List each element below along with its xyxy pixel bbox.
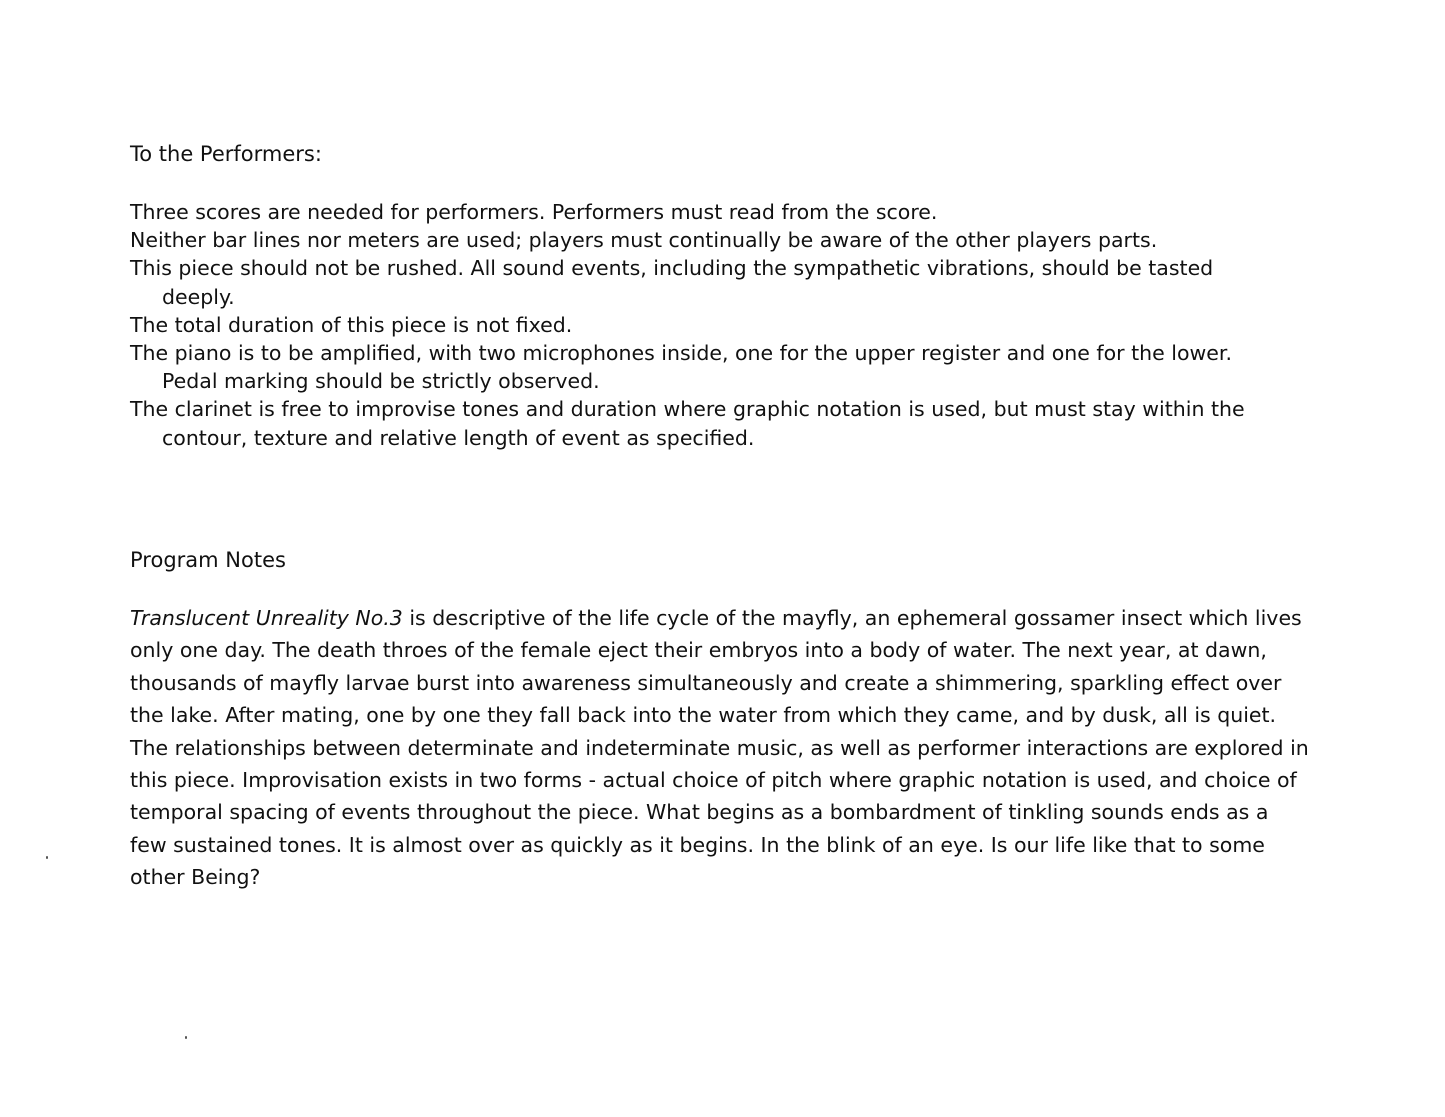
work-title: Translucent Unreality No.3 [130,606,403,630]
program-notes-heading: Program Notes [130,548,286,572]
program-notes-paragraph [130,602,1310,894]
program-notes-body: is descriptive of the life cycle of the mayfly, an ephemeral gossamer insect which lives only one day. The death throes of the female eject their embryos into a body of water. The next year, at dawn, thousands of mayfly larvae burst into awareness simultaneously and create a shimmering, sparkling effect over the lake. After mating, one by one they fall back into the water from which they came, and by dusk, all is quiet. The relationships between determinate and indeterminate music, as well as performer interactions are explored in this piece. Improvisation exists in two forms - actual choice of pitch where graphic notation is used, and choice of temporal spacing of events throughout the piece. What begins as a bombardment of tinkling sounds ends as a few sustained tones. It is almost over as quickly as it begins. In the blink of an eye. Is our life like that to some other Being? [130,606,1309,890]
paper-speck [185,1036,187,1039]
instruction-line: The total duration of this piece is not fixed. [130,312,573,337]
instruction-line: The piano is to be amplified, with two microphones inside, one for the upper register and one for the lower. Pedal marking should be strictly observed. [130,341,1232,394]
instruction-line: Neither bar lines nor meters are used; players must continually be aware of the other players parts. [130,228,1158,253]
paper-speck [46,856,48,859]
performers-heading: To the Performers: [130,142,322,166]
instruction-line: Three scores are needed for performers. Performers must read from the score. [130,200,938,224]
performer-instructions [130,198,1280,452]
instruction-line: The clarinet is free to improvise tones and duration where graphic notation is used, but must stay within the contour, texture and relative length of event as specified. [130,397,1245,450]
instruction-line: This piece should not be rushed. All sound events, including the sympathetic vibrations, should be tasted deeply. [130,256,1214,309]
